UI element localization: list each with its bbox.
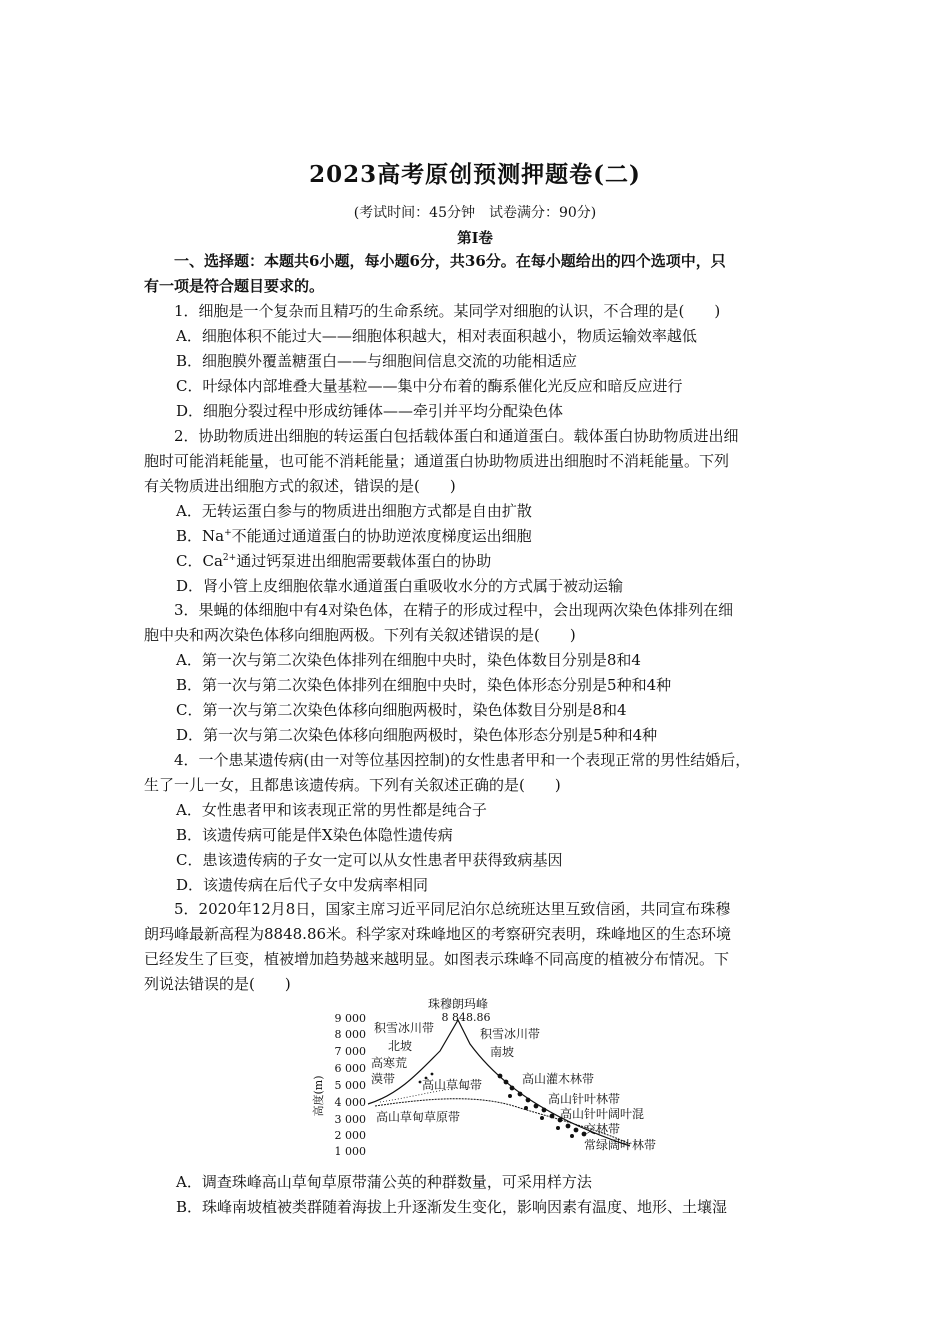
- option-c-text: 通过钙泵进出细胞需要载体蛋白的协助: [236, 552, 492, 570]
- question-stem-line: 胞时可能消耗能量，也可能不消耗能量；通道蛋白协助物质进出细胞时不消耗能量。下列: [144, 452, 730, 470]
- mixed-forest-label-2: 交林带: [584, 1122, 621, 1136]
- y-ticks: [335, 1012, 367, 1158]
- alpine-desert-label: 高寒荒: [371, 1056, 408, 1070]
- question-stem-line: 已经发生了巨变，植被增加趋势越来越明显。如图表示珠峰不同高度的植被分布情况。下: [144, 950, 730, 968]
- y-tick: 2 000: [334, 1129, 366, 1142]
- option-c: [144, 549, 810, 574]
- alpine-meadow-label: 高山草甸带: [422, 1078, 483, 1092]
- meadow-steppe-label: 高山草甸草原带: [376, 1110, 461, 1124]
- option-b: B．珠峰南坡植被类群随着海拔上升逐渐发生变化，影响因素有温度、地形、土壤湿: [176, 1198, 728, 1216]
- north-slope-label: 北坡: [388, 1039, 413, 1053]
- section-intro-line: 一、选择题：本题共6小题，每小题6分，共36分。在每小题给出的四个选项中，只: [174, 252, 726, 270]
- mixed-forest-label: 高山针叶阔叶混: [560, 1107, 645, 1121]
- question-stem: 1．细胞是一个复杂而且精巧的生命系统。某同学对细胞的认识，不合理的是( ): [174, 302, 721, 320]
- y-tick: 8 000: [334, 1028, 366, 1041]
- conifer-zone-label: 高山针叶林带: [548, 1092, 621, 1106]
- y-tick: 6 000: [334, 1062, 366, 1075]
- question-stem: 5．2020年12月8日，国家主席习近平同尼泊尔总统班达里互致信函，共同宣布珠穆: [174, 900, 731, 918]
- ion-charge: +: [224, 528, 232, 538]
- page-title: 2023高考原创预测押题卷(二): [309, 161, 641, 188]
- option-a: A．调查珠峰高山草甸草原带蒲公英的种群数量，可采用样方法: [176, 1173, 592, 1191]
- option-b-text: 不能通过通道蛋白的协助逆浓度梯度运出细胞: [231, 527, 532, 545]
- question-stem: 4．一个患某遗传病(由一对等位基因控制)的女性患者甲和一个表现正常的男性结婚后，: [174, 751, 751, 769]
- question-stem-line: 朗玛峰最新高程为8848.86米。科学家对珠峰地区的考察研究表明，珠峰地区的生态环境: [144, 925, 732, 943]
- peak-name: 珠穆朗玛峰: [427, 997, 489, 1011]
- y-tick: 1 000: [334, 1145, 366, 1158]
- south-slope-label: 南坡: [490, 1045, 515, 1059]
- option-a: A．细胞体积不能过大——细胞体积越大，相对表面积越小，物质运输效率越低: [176, 327, 697, 345]
- everest-vegetation-figure: [300, 996, 680, 1161]
- question-stem-line: 胞中央和两次染色体移向细胞两极。下列有关叙述错误的是( ): [144, 626, 576, 644]
- question-stem-line: 生了一儿一女，且都患该遗传病。下列有关叙述正确的是( ): [144, 776, 561, 794]
- question-3: [144, 598, 810, 748]
- option-b: B．第一次与第二次染色体排列在细胞中央时，染色体形态分别是5种和4种: [176, 676, 672, 694]
- question-2: [144, 424, 810, 599]
- option-a: A．无转运蛋白参与的物质进出细胞方式都是自由扩散: [176, 502, 532, 520]
- option-b: B．细胞膜外覆盖糖蛋白——与细胞间信息交流的功能相适应: [176, 352, 578, 370]
- y-axis-label: 高度(m): [312, 1075, 325, 1117]
- alpine-desert-label-2: 漠带: [371, 1072, 396, 1086]
- option-b: B．该遗传病可能是伴X染色体隐性遗传病: [176, 826, 453, 844]
- option-d: D．肾小管上皮细胞依靠水通道蛋白重吸收水分的方式属于被动运输: [176, 577, 624, 595]
- evergreen-zone-label: 常绿阔叶林带: [584, 1138, 657, 1152]
- question-stem-line: 有关物质进出细胞方式的叙述，错误的是( ): [144, 477, 456, 495]
- option-d: D．该遗传病在后代子女中发病率相同: [176, 876, 429, 894]
- section-intro: [144, 249, 810, 274]
- y-tick: 4 000: [334, 1096, 366, 1109]
- option-c-prefix: C．Ca: [176, 552, 223, 570]
- peak-height: 8 848.86: [441, 1011, 491, 1024]
- option-a: A．第一次与第二次染色体排列在细胞中央时，染色体数目分别是8和4: [176, 651, 641, 669]
- zone-labels: [371, 996, 656, 1152]
- y-tick: 3 000: [334, 1113, 366, 1126]
- option-c: C．叶绿体内部堆叠大量基粒——集中分布着的酶系催化光反应和暗反应进行: [176, 377, 683, 395]
- y-tick: 5 000: [334, 1079, 366, 1092]
- question-stem: 2．协助物质进出细胞的转运蛋白包括载体蛋白和通道蛋白。载体蛋白协助物质进出细: [174, 427, 739, 445]
- option-b: [144, 524, 810, 549]
- option-d: D．第一次与第二次染色体移向细胞两极时，染色体形态分别是5种和4种: [176, 726, 658, 744]
- question-5: [144, 897, 810, 997]
- option-d: D．细胞分裂过程中形成纺锤体——牵引并平均分配染色体: [176, 402, 564, 420]
- shrub-zone-label: 高山灌木林带: [522, 1072, 595, 1086]
- north-glacier-label: 积雪冰川带: [374, 1021, 435, 1035]
- part-heading: 第Ⅰ卷: [457, 230, 493, 247]
- option-b-prefix: B．Na: [176, 527, 225, 545]
- question-stem-line: 列说法错误的是( ): [144, 975, 291, 993]
- question-5-options: [144, 1170, 810, 1220]
- question-stem: 3．果蝇的体细胞中有4对染色体，在精子的形成过程中，会出现两次染色体排列在细: [174, 601, 734, 619]
- question-4: [144, 748, 810, 898]
- option-c: C．患该遗传病的子女一定可以从女性患者甲获得致病基因: [176, 851, 563, 869]
- option-a: A．女性患者甲和该表现正常的男性都是纯合子: [176, 801, 487, 819]
- question-1: [144, 299, 810, 424]
- exam-info: (考试时间：45分钟 试卷满分：90分): [353, 205, 597, 221]
- ion-charge: 2+: [222, 553, 237, 563]
- option-c: C．第一次与第二次染色体移向细胞两极时，染色体数目分别是8和4: [176, 701, 627, 719]
- y-tick: 7 000: [334, 1045, 366, 1058]
- y-tick: 9 000: [334, 1012, 366, 1025]
- south-glacier-label: 积雪冰川带: [480, 1027, 541, 1041]
- section-intro-cont: 有一项是符合题目要求的。: [144, 277, 325, 295]
